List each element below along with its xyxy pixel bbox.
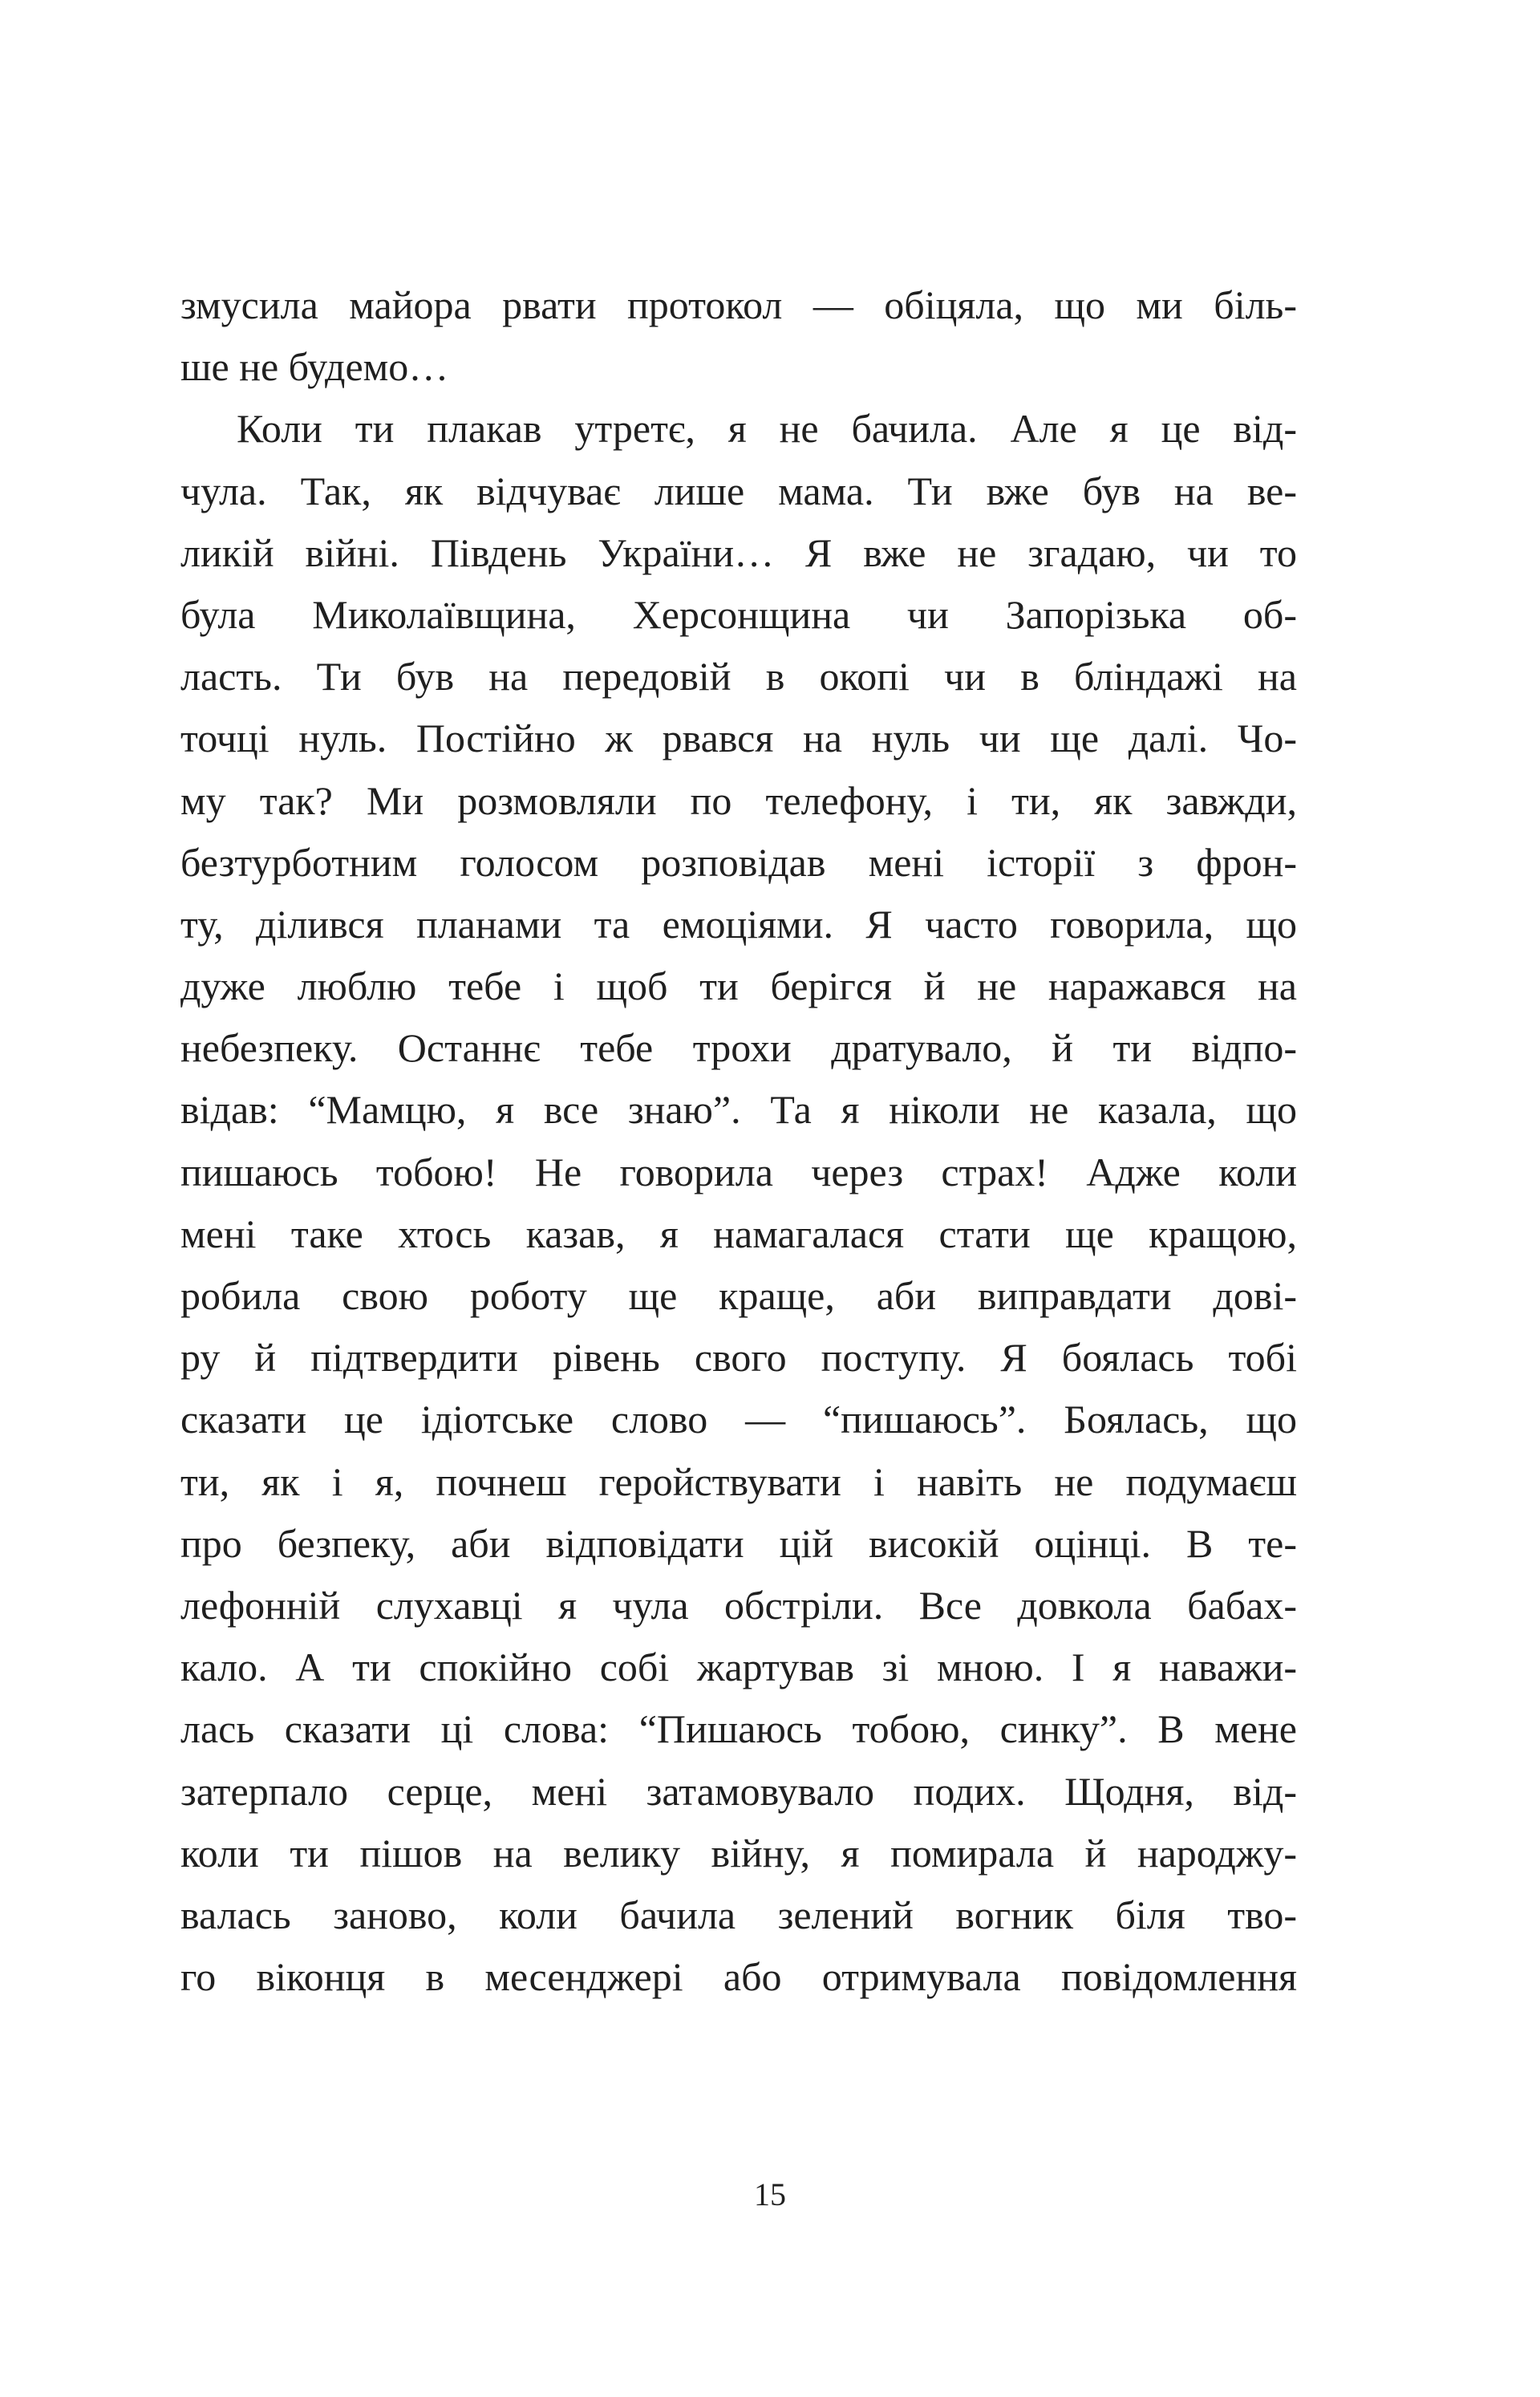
text-line: ру й підтвердити рівень свого поступу. Я боялась тобі — [180, 1335, 1297, 1381]
text-line: відав: “Мамцю, я все знаю”. Та я ніколи не казала, що — [180, 1087, 1297, 1133]
text-line: го віконця в месенджері або отримувала повідомлення — [180, 1954, 1297, 2000]
text-line: ликій війні. Південь України… Я вже не згадаю, чи то — [180, 529, 1297, 575]
text-line: про безпеку, аби відповідати цій високій оцінці. В те- — [180, 1520, 1297, 1566]
text-line: кало. А ти спокійно собі жартував зі мною. І я наважи- — [180, 1645, 1297, 1690]
text-line: Коли ти плакав утретє, я не бачила. Але я це від- — [237, 406, 1297, 452]
page-number: 15 — [754, 2176, 786, 2212]
text-line: валась заново, коли бачила зелений вогник біля тво- — [180, 1892, 1297, 1937]
text-line: була Миколаївщина, Херсонщина чи Запорізька об- — [180, 591, 1297, 637]
text-line: затерпало серце, мені затамовувало подих. Щодня, від- — [180, 1768, 1297, 1814]
text-line: змусила майора рвати протокол — обіцяла, що ми біль- — [180, 282, 1297, 327]
body-text — [180, 274, 1297, 2008]
text-line: чула. Так, як відчуває лише мама. Ти вже був на ве- — [180, 468, 1297, 513]
text-line: коли ти пішов на велику війну, я помирала й народжу- — [180, 1830, 1297, 1876]
text-line: безтурботним голосом розповідав мені історії з фрон- — [180, 839, 1297, 885]
text-line: ше не будемо… — [180, 344, 449, 390]
text-line: робила свою роботу ще краще, аби виправдати дові- — [180, 1273, 1297, 1318]
text-line: ти, як і я, почнеш геройствувати і навіть не подумаєш — [180, 1458, 1297, 1504]
text-line: мені таке хтось казав, я намагалася стати ще кращою, — [180, 1211, 1297, 1256]
text-line: дуже люблю тебе і щоб ти берігся й не наражався на — [180, 963, 1297, 1009]
text-line: пишаюсь тобою! Не говорила через страх! Адже коли — [180, 1149, 1297, 1194]
text-line: небезпеку. Останнє тебе трохи дратувало, й ти відпо- — [180, 1025, 1297, 1071]
text-line: ласть. Ти був на передовій в окопі чи в бліндажі на — [180, 654, 1297, 700]
text-line: лась сказати ці слова: “Пишаюсь тобою, синку”. В мене — [180, 1706, 1297, 1752]
text-line: сказати це ідіотське слово — “пишаюсь”. Боялась, що — [180, 1397, 1297, 1442]
text-line: лефонній слухавці я чула обстріли. Все довкола бабах- — [180, 1582, 1297, 1628]
text-line: точці нуль. Постійно ж рвався на нуль чи ще далі. Чо- — [180, 716, 1297, 761]
text-line: му так? Ми розмовляли по телефону, і ти, як завжди, — [180, 777, 1297, 823]
text-line: ту, ділився планами та емоціями. Я часто говорила, що — [180, 901, 1297, 947]
